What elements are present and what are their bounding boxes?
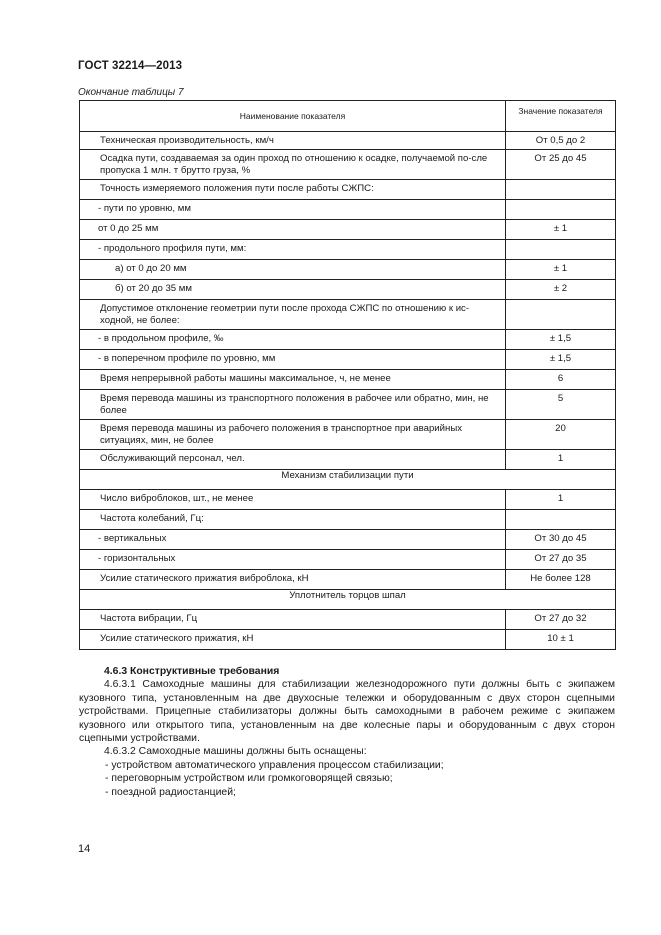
parameter-name: Время перевода машины из транспортного положения в рабочее или обратно, мин, не более xyxy=(100,393,489,416)
table-row xyxy=(80,610,616,630)
table-row xyxy=(80,510,616,530)
parameter-value: От 30 до 45 xyxy=(534,533,587,544)
parameter-value xyxy=(506,240,615,245)
section-text xyxy=(79,665,615,799)
paragraph-4-6-3-2: 4.6.3.2 Самоходные машины должны быть оснащены: xyxy=(104,746,367,758)
column-header-value: Значение показателя xyxy=(506,101,616,132)
parameter-name: Допустимое отклонение геометрии пути после прохода СЖПС по отношению к ис-ходной, не более: xyxy=(100,303,470,326)
parameter-value: 10 ± 1 xyxy=(547,633,574,644)
parameter-value xyxy=(506,510,615,515)
parameter-value: От 25 до 45 xyxy=(534,153,587,164)
table-row xyxy=(80,260,616,280)
table-row xyxy=(80,490,616,510)
parameter-value: 1 xyxy=(557,493,564,504)
parameter-name: Время непрерывной работы машины максимальное, ч, не менее xyxy=(100,373,391,384)
section-title: Механизм стабилизации пути xyxy=(80,470,616,490)
parameter-name: Осадка пути, создаваемая за один проход по отношению к осадке, получаемой по-сле пропуска 1 млн. т брутто груза, % xyxy=(100,153,488,176)
parameter-value: От 27 до 35 xyxy=(534,553,587,564)
parameter-value: ± 1,5 xyxy=(549,353,572,364)
parameter-name: Обслуживающий персонал, чел. xyxy=(100,453,245,464)
parameter-value xyxy=(506,300,615,305)
page-number: 14 xyxy=(78,843,91,855)
parameter-name: а) от 0 до 20 мм xyxy=(115,263,187,274)
table-row xyxy=(80,220,616,240)
parameter-value: От 27 до 32 xyxy=(534,613,587,624)
table-row xyxy=(80,150,616,180)
parameter-name: Техническая производительность, км/ч xyxy=(100,135,274,146)
table-row xyxy=(80,180,616,200)
table-row xyxy=(80,370,616,390)
parameter-name: Частота колебаний, Гц: xyxy=(100,513,204,524)
parameter-name: - пути по уровню, мм xyxy=(98,203,191,214)
table-section-row xyxy=(80,590,616,610)
parameter-name: - вертикальных xyxy=(98,533,167,544)
table-row xyxy=(80,330,616,350)
parameter-value: ± 1,5 xyxy=(549,333,572,344)
table-row xyxy=(80,450,616,470)
parameter-value: 1 xyxy=(557,453,564,464)
table-row xyxy=(80,200,616,220)
parameter-value: Не более 128 xyxy=(530,573,591,584)
list-item: - устройством автоматического управления процессом стабилизации; xyxy=(105,759,444,771)
parameter-value: 5 xyxy=(557,393,564,404)
table-row xyxy=(80,132,616,150)
column-header-name: Наименование показателя xyxy=(80,101,506,132)
table-row xyxy=(80,300,616,330)
table-row xyxy=(80,550,616,570)
parameter-name: Точность измеряемого положения пути после работы СЖПС: xyxy=(100,183,374,194)
parameter-name: б) от 20 до 35 мм xyxy=(115,283,193,294)
parameter-value xyxy=(506,200,615,205)
table-caption: Окончание таблицы 7 xyxy=(78,87,184,98)
table-row xyxy=(80,280,616,300)
parameter-value: От 0,5 до 2 xyxy=(535,135,586,146)
table-row xyxy=(80,630,616,650)
parameter-name: - горизонтальных xyxy=(98,553,176,564)
parameter-name: - в продольном профиле, ‰ xyxy=(98,333,224,344)
table-row xyxy=(80,390,616,420)
parameter-name: Время перевода машины из рабочего положения в транспортное при аварийных ситуациях, мин, не более xyxy=(100,423,463,446)
table-row xyxy=(80,350,616,370)
section-title: Уплотнитель торцов шпал xyxy=(80,590,616,610)
document-code: ГОСТ 32214—2013 xyxy=(78,60,183,72)
table-row xyxy=(80,570,616,590)
table-row xyxy=(80,420,616,450)
parameter-name: от 0 до 25 мм xyxy=(98,223,159,234)
parameter-name: Усилие статического прижатия, кН xyxy=(100,633,254,644)
parameter-value: ± 1 xyxy=(553,263,568,274)
parameter-name: Число виброблоков, шт., не менее xyxy=(100,493,254,504)
table-row xyxy=(80,240,616,260)
list-item: - поездной радиостанцией; xyxy=(105,786,236,798)
parameter-value: ± 1 xyxy=(553,223,568,234)
parameter-value xyxy=(506,180,615,185)
table-section-row xyxy=(80,470,616,490)
parameter-value: 20 xyxy=(555,423,566,434)
table-row xyxy=(80,530,616,550)
parameter-name: - продольного профиля пути, мм: xyxy=(98,243,247,254)
paragraph-4-6-3-1: 4.6.3.1 Самоходные машины для стабилизации железнодорожного пути должны быть с экипажем кузовного типа, установленным на две двухосные тележки и оборудованным с двух сторон сцепными устройствами. Прицепные стабилизаторы должны быть самоходными в рабочем режиме с экипажем кузовного или открытого типа, установленным на две колесные пары и оборудованным с двух сторон сцепными устройствами. xyxy=(79,679,615,745)
parameter-name: - в поперечном профиле по уровню, мм xyxy=(98,353,276,364)
list-item: - переговорным устройством или громкоговорящей связью; xyxy=(105,773,393,785)
parameter-name: Усилие статического прижатия виброблока, кН xyxy=(100,573,309,584)
parameter-value: 6 xyxy=(557,373,564,384)
parameter-name: Частота вибрации, Гц xyxy=(100,613,198,624)
specification-table xyxy=(79,100,616,650)
parameter-value: ± 2 xyxy=(553,283,568,294)
section-heading: 4.6.3 Конструктивные требования xyxy=(104,666,280,677)
table-header-row xyxy=(80,101,616,132)
